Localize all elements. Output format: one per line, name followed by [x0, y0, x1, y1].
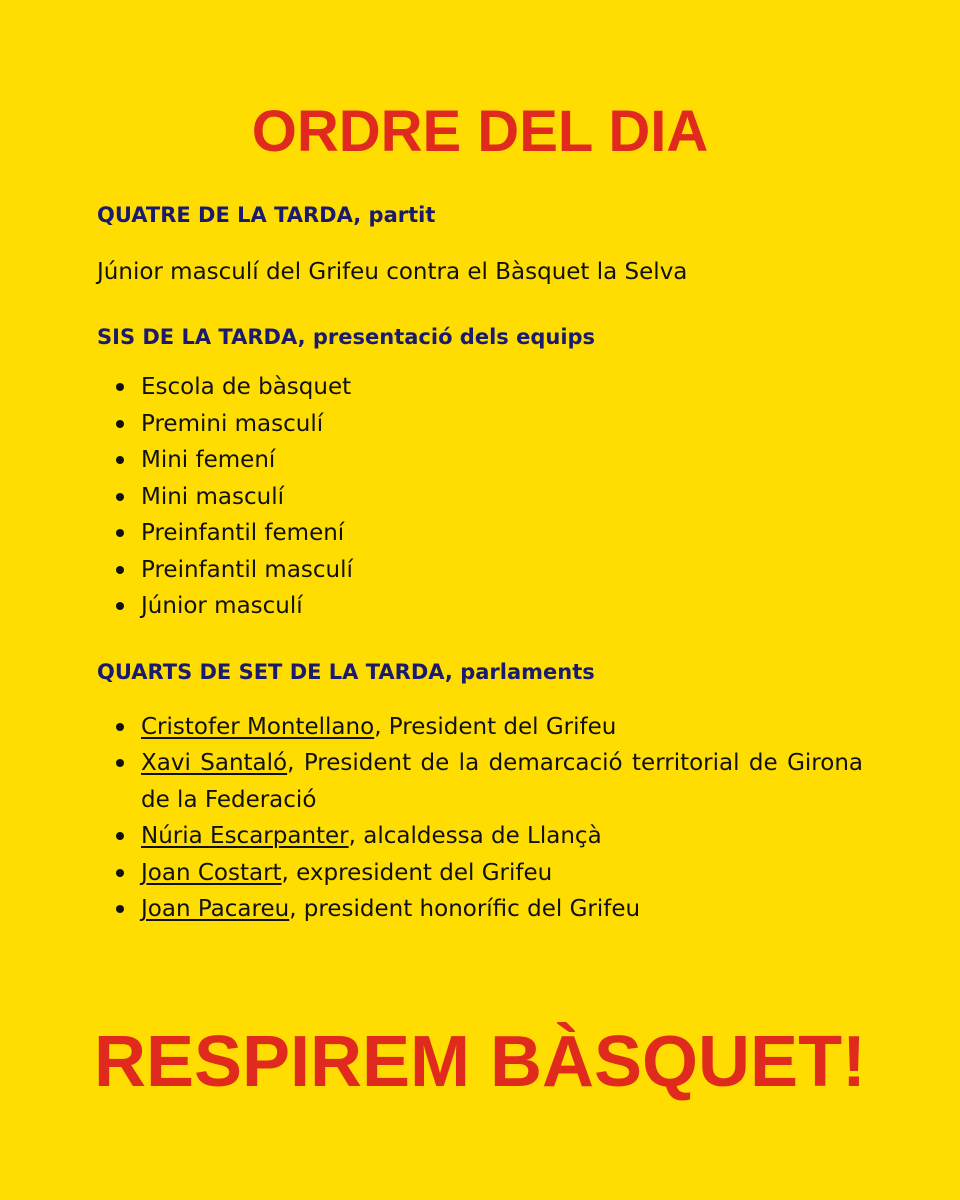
bullet-icon	[116, 456, 124, 464]
speakers-list	[97, 709, 863, 928]
speaker-role: , president honorífic del Grifeu	[289, 896, 641, 922]
page-title: ORDRE DEL DIA	[251, 99, 709, 164]
speaker-link[interactable]: Cristofer Montellano	[141, 713, 375, 740]
list-item: Júnior masculí	[97, 588, 863, 625]
bullet-icon	[116, 493, 124, 501]
list-item: Mini masculí	[97, 479, 863, 516]
list-item: Mini femení	[97, 442, 863, 479]
speaker-link[interactable]: Xavi Santaló	[141, 750, 288, 776]
speaker-item	[97, 818, 863, 855]
speaker-link[interactable]: Joan Costart	[141, 859, 282, 886]
bullet-icon	[116, 869, 124, 877]
bullet-icon	[116, 832, 124, 840]
speaker-role: , President del Grifeu	[374, 713, 617, 740]
section-heading-speeches: QUARTS DE SET DE LA TARDA, parlaments	[97, 659, 595, 684]
section-heading-teams: SIS DE LA TARDA, presentació dels equips	[97, 325, 596, 349]
list-item: Preinfantil masculí	[97, 552, 863, 589]
list-item: Preinfantil femení	[97, 515, 863, 552]
speaker-role: , alcaldessa de Llançà	[348, 823, 602, 849]
speaker-role: , President de la demarcació territorial de Girona de la Federació	[141, 750, 863, 813]
bullet-icon	[116, 383, 124, 391]
section-heading-match: QUATRE DE LA TARDA, partit	[97, 203, 436, 227]
speaker-link[interactable]: Núria Escarpanter	[141, 823, 349, 849]
slogan: RESPIREM BÀSQUET!	[93, 1022, 867, 1102]
bullet-icon	[116, 723, 124, 731]
speaker-link[interactable]: Joan Pacareu	[141, 896, 290, 922]
bullet-icon	[116, 602, 124, 610]
speaker-item	[97, 891, 863, 928]
speaker-item	[97, 709, 863, 746]
agenda-content	[97, 198, 863, 928]
bullet-icon	[116, 905, 124, 913]
teams-list	[97, 369, 863, 625]
speaker-role: , expresident del Grifeu	[281, 859, 553, 886]
bullet-icon	[116, 566, 124, 574]
speaker-item	[97, 855, 863, 892]
match-description: Júnior masculí del Grifeu contra el Bàsquet la Selva	[97, 259, 688, 285]
list-item: Premini masculí	[97, 406, 863, 443]
bullet-icon	[116, 759, 124, 767]
bullet-icon	[116, 529, 124, 537]
bullet-icon	[116, 420, 124, 428]
speaker-item	[97, 745, 863, 818]
list-item: Escola de bàsquet	[97, 369, 863, 406]
